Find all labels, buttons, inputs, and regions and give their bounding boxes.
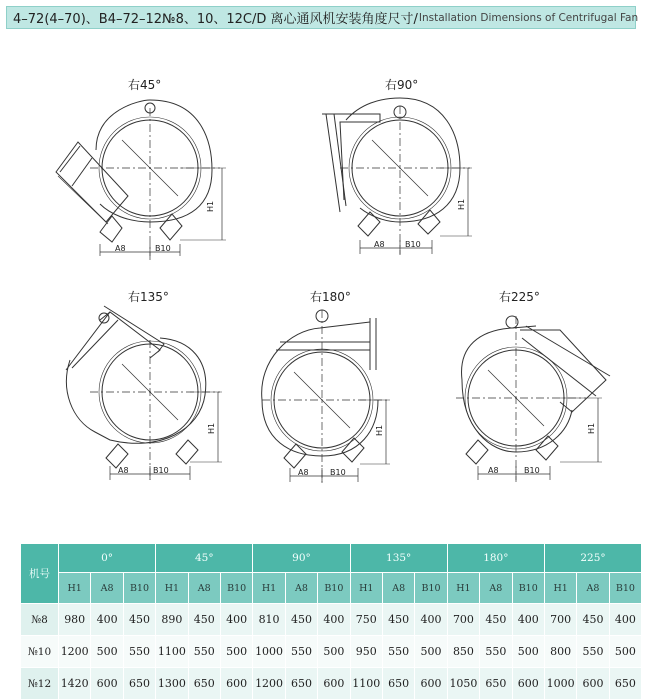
value-cell: 500 <box>512 636 544 668</box>
dimension-subheader: A8 <box>91 573 123 604</box>
value-cell: 700 <box>544 604 576 636</box>
dim-a-135: A8 <box>118 466 129 475</box>
dim-h-225: H1 <box>587 422 596 434</box>
dim-h-135: H1 <box>207 422 216 434</box>
dimension-subheader: B10 <box>415 573 447 604</box>
value-cell: 500 <box>609 636 641 668</box>
value-cell: 810 <box>253 604 285 636</box>
value-cell: 500 <box>318 636 350 668</box>
value-cell: 550 <box>123 636 155 668</box>
value-cell: 650 <box>285 668 317 700</box>
dim-h-45: H1 <box>206 200 215 212</box>
dim-a-225: A8 <box>488 466 499 475</box>
dim-b-90: B10 <box>405 240 421 249</box>
value-cell: 650 <box>382 668 414 700</box>
dim-b-45: B10 <box>155 244 171 253</box>
fan-diagram-180 <box>262 310 390 484</box>
dimension-subheader: B10 <box>609 573 641 604</box>
dim-b-180: B10 <box>330 468 346 477</box>
dim-a-90: A8 <box>374 240 385 249</box>
value-cell: 400 <box>609 604 641 636</box>
angle-label-135: 右135° <box>128 290 169 304</box>
model-cell: №8 <box>21 604 59 636</box>
value-cell: 400 <box>220 604 252 636</box>
angle-header: 45° <box>156 544 253 573</box>
model-column-header: 机号 <box>21 544 59 604</box>
dim-h-90: H1 <box>457 198 466 210</box>
value-cell: 450 <box>188 604 220 636</box>
value-cell: 450 <box>285 604 317 636</box>
dimension-subheader: A8 <box>480 573 512 604</box>
dim-a-45: A8 <box>115 244 126 253</box>
table-header-angles <box>21 544 642 573</box>
value-cell: 1300 <box>156 668 188 700</box>
dimension-subheader: A8 <box>285 573 317 604</box>
value-cell: 400 <box>512 604 544 636</box>
dim-h-180: H1 <box>375 424 384 436</box>
value-cell: 650 <box>188 668 220 700</box>
value-cell: 600 <box>415 668 447 700</box>
value-cell: 500 <box>415 636 447 668</box>
value-cell: 400 <box>318 604 350 636</box>
value-cell: 450 <box>382 604 414 636</box>
dimension-subheader: B10 <box>220 573 252 604</box>
angle-header: 90° <box>253 544 350 573</box>
model-cell: №10 <box>21 636 59 668</box>
dim-a-180: A8 <box>298 468 309 477</box>
value-cell: 800 <box>544 636 576 668</box>
dimension-subheader: A8 <box>382 573 414 604</box>
title-english: Installation Dimensions of Centrifugal Fan <box>418 11 639 24</box>
value-cell: 980 <box>59 604 91 636</box>
value-cell: 890 <box>156 604 188 636</box>
value-cell: 550 <box>188 636 220 668</box>
dimension-subheader: H1 <box>59 573 91 604</box>
dimension-subheader: A8 <box>188 573 220 604</box>
value-cell: 1000 <box>253 636 285 668</box>
angle-header: 135° <box>350 544 447 573</box>
value-cell: 450 <box>577 604 609 636</box>
value-cell: 1000 <box>544 668 576 700</box>
angle-label-180: 右180° <box>310 290 351 304</box>
value-cell: 550 <box>480 636 512 668</box>
value-cell: 600 <box>512 668 544 700</box>
dimension-subheader: H1 <box>544 573 576 604</box>
value-cell: 600 <box>318 668 350 700</box>
value-cell: 650 <box>123 668 155 700</box>
value-cell: 600 <box>91 668 123 700</box>
angle-header: 225° <box>544 544 641 573</box>
value-cell: 750 <box>350 604 382 636</box>
value-cell: 500 <box>91 636 123 668</box>
angle-header: 180° <box>447 544 544 573</box>
value-cell: 1050 <box>447 668 479 700</box>
angle-label-90: 右90° <box>385 78 419 92</box>
dimension-subheader: A8 <box>577 573 609 604</box>
dimension-subheader: B10 <box>123 573 155 604</box>
value-cell: 1100 <box>350 668 382 700</box>
value-cell: 650 <box>609 668 641 700</box>
angle-header: 0° <box>59 544 156 573</box>
value-cell: 600 <box>577 668 609 700</box>
fan-diagram-45 <box>56 100 226 260</box>
value-cell: 700 <box>447 604 479 636</box>
fan-diagram-225 <box>456 316 610 482</box>
table-header-dimensions <box>21 573 642 604</box>
dim-b-225: B10 <box>524 466 540 475</box>
value-cell: 550 <box>382 636 414 668</box>
title-chinese: 4–72(4–70)、B4–72–12№8、10、12C/D 离心通风机安装角度尺寸/ <box>13 12 418 27</box>
table-row <box>21 668 642 700</box>
angle-label-225: 右225° <box>499 290 540 304</box>
table-row <box>21 636 642 668</box>
table-row <box>21 604 642 636</box>
value-cell: 550 <box>285 636 317 668</box>
value-cell: 950 <box>350 636 382 668</box>
value-cell: 550 <box>577 636 609 668</box>
dimension-subheader: H1 <box>350 573 382 604</box>
value-cell: 600 <box>220 668 252 700</box>
value-cell: 500 <box>220 636 252 668</box>
dimension-subheader: H1 <box>156 573 188 604</box>
value-cell: 450 <box>480 604 512 636</box>
table-body <box>21 604 642 700</box>
value-cell: 650 <box>480 668 512 700</box>
value-cell: 1200 <box>59 636 91 668</box>
value-cell: 450 <box>123 604 155 636</box>
value-cell: 1420 <box>59 668 91 700</box>
value-cell: 400 <box>415 604 447 636</box>
fan-diagram-135 <box>66 306 222 480</box>
dimension-subheader: H1 <box>447 573 479 604</box>
dimension-subheader: H1 <box>253 573 285 604</box>
dimension-subheader: B10 <box>318 573 350 604</box>
model-cell: №12 <box>21 668 59 700</box>
dimension-table <box>20 543 642 700</box>
dim-b-135: B10 <box>153 466 169 475</box>
value-cell: 850 <box>447 636 479 668</box>
value-cell: 1200 <box>253 668 285 700</box>
value-cell: 400 <box>91 604 123 636</box>
value-cell: 1100 <box>156 636 188 668</box>
dimension-subheader: B10 <box>512 573 544 604</box>
fan-diagram-90 <box>322 98 472 255</box>
angle-label-45: 右45° <box>128 78 162 92</box>
